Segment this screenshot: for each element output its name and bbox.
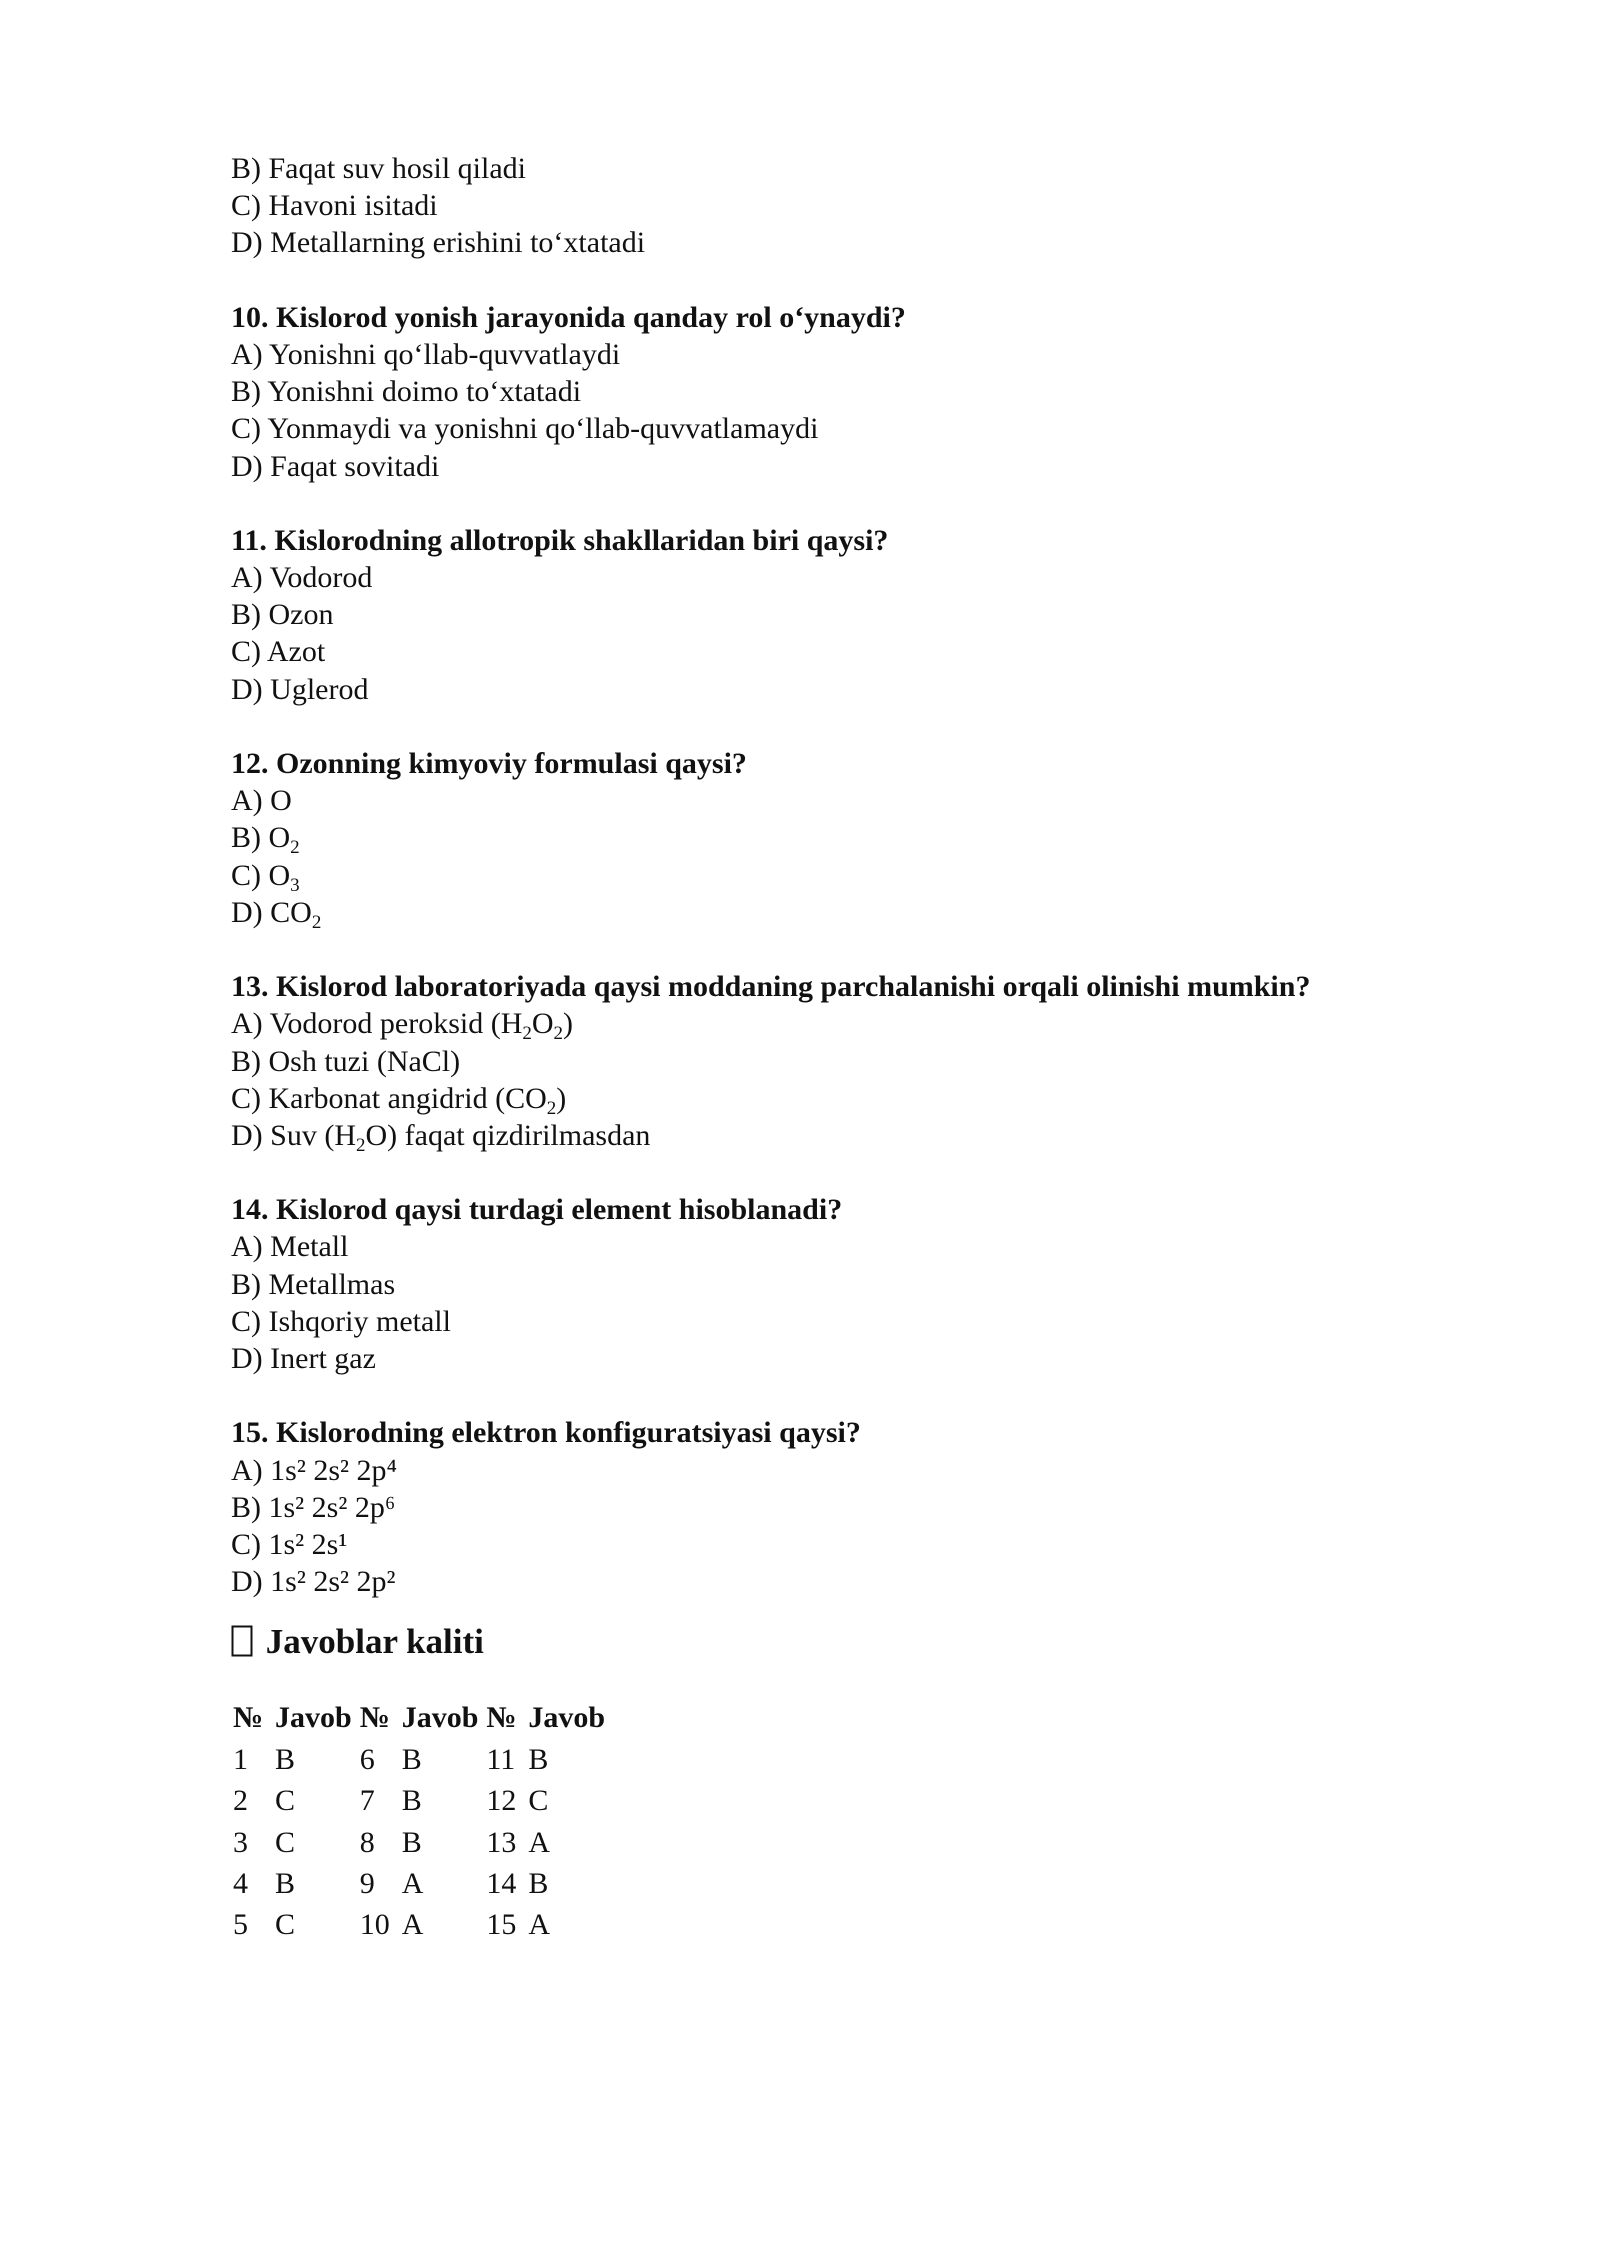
question-text: 10. Kislorod yonish jarayonida qanday rol o‘ynaydi? <box>231 300 906 334</box>
document-page <box>231 150 1431 1946</box>
table-row <box>231 1863 611 1904</box>
table-cell: 15 <box>486 1908 517 1942</box>
option-line: B) Ozon <box>231 598 334 632</box>
option-line: C) Yonmaydi va yonishni qo‘llab-quvvatlamaydi <box>231 412 819 446</box>
table-row <box>231 1822 611 1863</box>
table-cell: 11 <box>486 1742 516 1776</box>
option-line: C) Karbonat angidrid $(CO_2)$ <box>231 1081 567 1119</box>
question-block-13 <box>231 968 1431 1154</box>
option-line: A) Vodorod peroksid $(H_2O_2)$ <box>231 1007 574 1045</box>
option-line: D) $CO_2$ <box>231 895 322 933</box>
table-cell: A <box>401 1866 424 1900</box>
option-line: A) 1s² 2s² 2p⁴ <box>231 1453 397 1487</box>
table-row <box>231 1780 611 1821</box>
lead-options <box>231 150 1431 262</box>
table-cell: C <box>275 1825 296 1859</box>
table-header-row <box>231 1697 611 1738</box>
column-header: Javob <box>528 1701 606 1735</box>
table-cell: C <box>275 1784 296 1818</box>
column-header: Javob <box>401 1701 479 1735</box>
table-cell: 14 <box>486 1866 517 1900</box>
option-line: A) Metall <box>231 1230 349 1264</box>
table-cell: A <box>528 1908 551 1942</box>
option-line: D) Inert gaz <box>231 1342 376 1375</box>
question-text: 13. Kislorod laboratoriyada qaysi moddaning parchalanishi orqali olinishi mumkin? <box>231 970 1311 1004</box>
option-line: D) Faqat sovitadi <box>231 449 440 483</box>
question-block-11 <box>231 522 1431 708</box>
option-line: B) Osh tuzi (NaCl) <box>231 1044 461 1078</box>
table-cell: A <box>401 1908 424 1942</box>
table-cell: 6 <box>359 1742 375 1776</box>
table-cell: 9 <box>359 1866 375 1900</box>
table-cell: 5 <box>233 1908 248 1942</box>
table-cell: 12 <box>486 1784 517 1818</box>
table-cell: B <box>401 1784 422 1818</box>
table-cell: B <box>528 1742 549 1776</box>
table-cell: 13 <box>486 1825 517 1859</box>
question-block-10 <box>231 299 1431 485</box>
question-text: 12. Ozonning kimyoviy formulasi qaysi? <box>231 747 747 780</box>
column-header: Javob <box>275 1701 352 1735</box>
table-cell: B <box>401 1825 422 1859</box>
table-cell: C <box>275 1908 296 1942</box>
question-block-14 <box>231 1191 1431 1377</box>
option-line: D) Uglerod <box>231 672 369 706</box>
question-block-15 <box>231 1414 1431 1600</box>
question-text: 14. Kislorod qaysi turdagi element hisoblanadi? <box>231 1193 843 1227</box>
table-cell: A <box>528 1825 551 1859</box>
table-cell: C <box>528 1784 549 1818</box>
table-cell: 3 <box>233 1825 248 1859</box>
option-line: C) Azot <box>231 635 326 669</box>
option-line: B) Faqat suv hosil qiladi <box>231 152 526 185</box>
option-line: C) 1s² 2s¹ <box>231 1527 348 1561</box>
table-cell: 2 <box>233 1784 248 1818</box>
table-cell: 1 <box>233 1742 248 1776</box>
table-cell: 10 <box>359 1908 390 1942</box>
question-text: 15. Kislorodning elektron konfiguratsiyasi qaysi? <box>231 1416 861 1450</box>
table-cell: B <box>401 1742 422 1776</box>
question-block-12 <box>231 745 1431 931</box>
table-cell: B <box>275 1742 296 1776</box>
question-text: 11. Kislorodning allotropik shakllaridan biri qaysi? <box>231 523 889 557</box>
answer-key-heading <box>231 1620 1431 1664</box>
option-line: B) Yonishni doimo to‘xtatadi <box>231 375 582 409</box>
option-line: C) Havoni isitadi <box>231 189 438 223</box>
table-cell: 4 <box>233 1866 248 1900</box>
option-line: C) $O_3$ <box>231 858 300 896</box>
option-line: D) 1s² 2s² 2p² <box>231 1565 396 1599</box>
answer-key-title: Javoblar kaliti <box>265 1622 484 1662</box>
answer-key-table <box>231 1697 611 1945</box>
table-cell: B <box>528 1866 549 1900</box>
option-line: D) Metallarning erishini to‘xtatadi <box>231 226 646 260</box>
table-row <box>231 1739 611 1780</box>
column-header: № <box>359 1701 390 1735</box>
table-cell: B <box>275 1866 296 1900</box>
table-row <box>231 1904 611 1945</box>
option-line: C) Ishqoriy metall <box>231 1304 451 1338</box>
table-cell: 7 <box>359 1784 375 1818</box>
missing-glyph-icon <box>231 1624 253 1656</box>
option-line: B) $O_2$ <box>231 821 300 859</box>
option-line: B) 1s² 2s² 2p⁶ <box>231 1490 396 1524</box>
option-line: B) Metallmas <box>231 1267 396 1301</box>
option-line: A) Vodorod <box>231 561 373 595</box>
table-cell: 8 <box>359 1825 375 1859</box>
option-line: D) Suv $(H_2O)$ faqat qizdirilmasdan <box>231 1118 651 1156</box>
option-line: A) O <box>231 784 292 818</box>
column-header: № <box>486 1701 517 1735</box>
column-header: № <box>233 1701 264 1735</box>
option-line: A) Yonishni qo‘llab-quvvatlaydi <box>231 337 621 371</box>
